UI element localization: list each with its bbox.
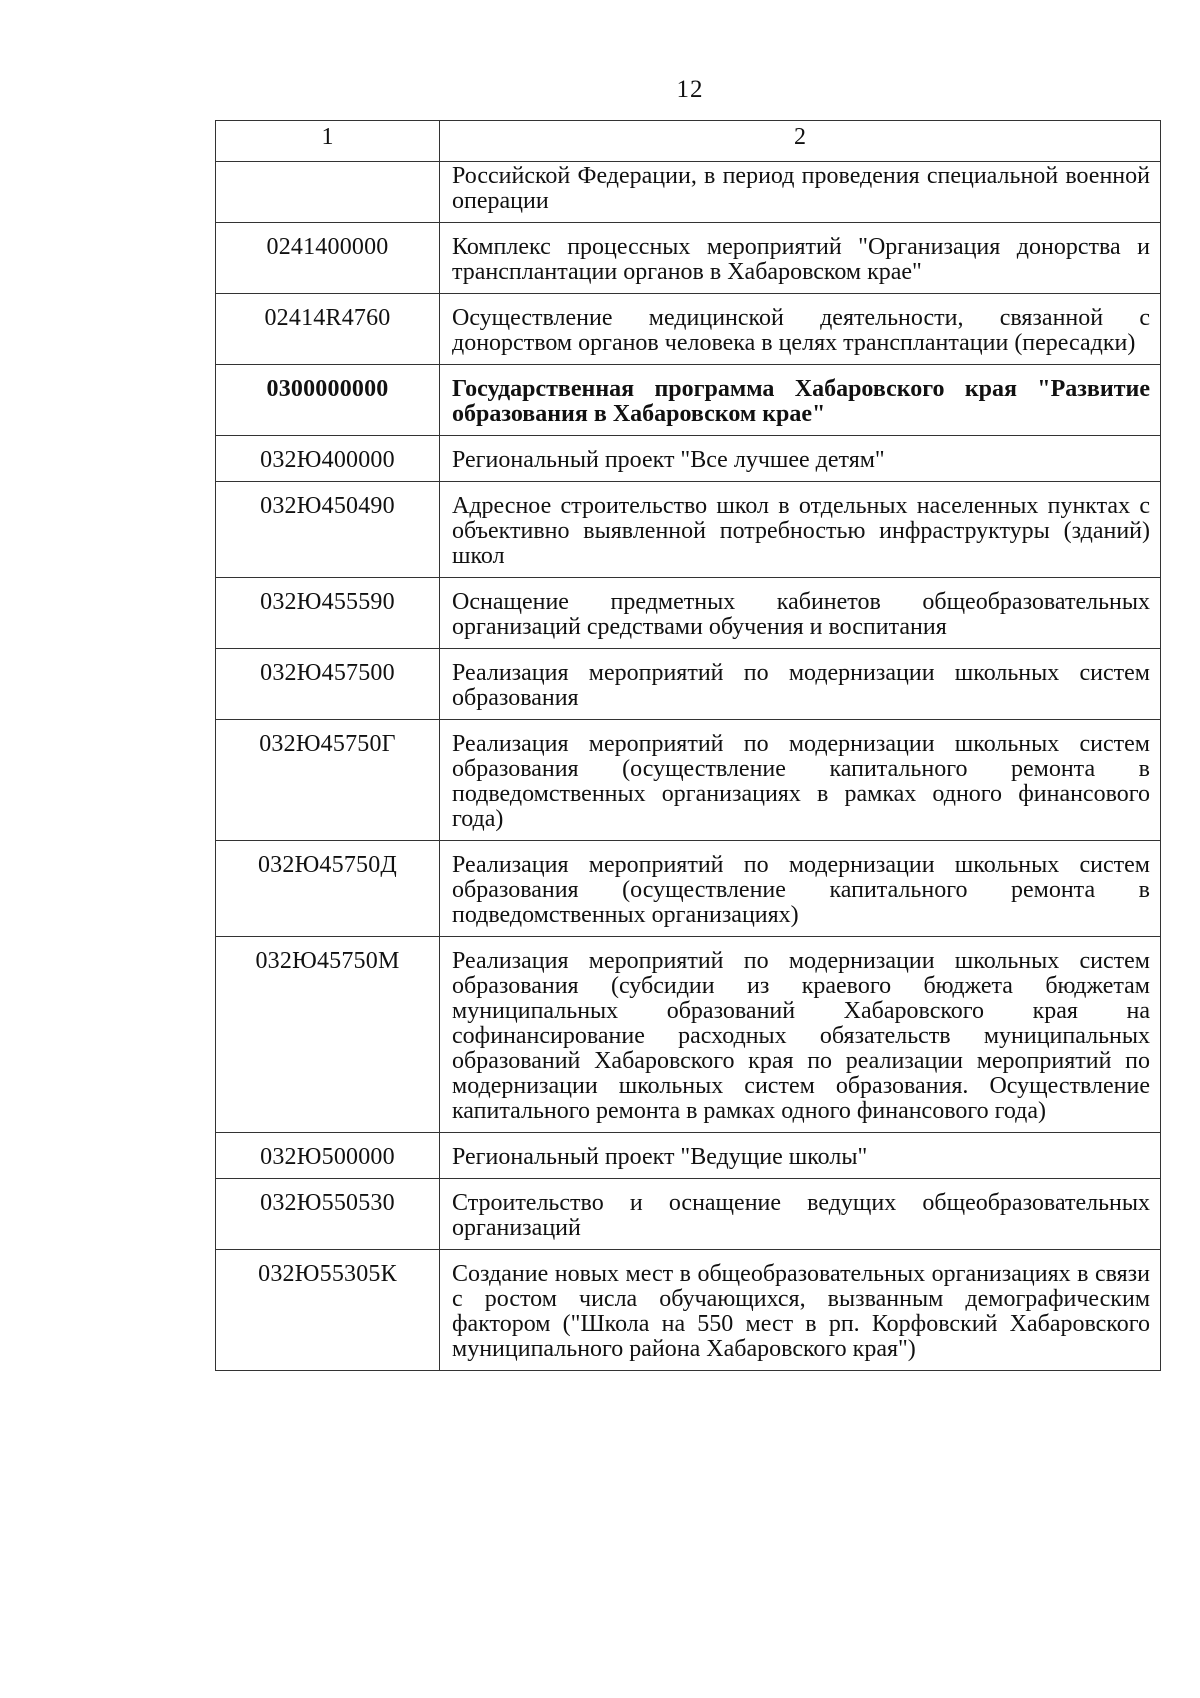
code-cell: 02414R4760 <box>216 294 440 365</box>
description-cell: Реализация мероприятий по модернизации школьных систем образования (субсидии из краевого бюджета бюджетам муниципальных образований Хабаровского края на софинансирование расходных обязательств муниципальных образований Хабаровского края по реализации мероприятий по модернизации школьных систем образования. Осуществление капитального ремонта в рамках одного финансового года) <box>440 937 1161 1133</box>
code-cell: 032Ю457500 <box>216 649 440 720</box>
code-cell: 032Ю45750Г <box>216 720 440 841</box>
code-cell: 0300000000 <box>216 365 440 436</box>
code-cell: 0241400000 <box>216 223 440 294</box>
description-cell: Адресное строительство школ в отдельных населенных пунктах с объективно выявленной потребностью инфраструктуры (зданий) школ <box>440 482 1161 578</box>
description-cell: Оснащение предметных кабинетов общеобразовательных организаций средствами обучения и воспитания <box>440 578 1161 649</box>
table-row <box>216 649 1161 720</box>
table-row-continuation <box>216 162 1161 223</box>
description-cell: Строительство и оснащение ведущих общеобразовательных организаций <box>440 1179 1161 1250</box>
description-cell: Региональный проект "Ведущие школы" <box>440 1133 1161 1179</box>
column-header-code: 1 <box>216 121 440 162</box>
code-cell: 032Ю45750Д <box>216 841 440 937</box>
table-row <box>216 937 1161 1133</box>
column-header-name: 2 <box>440 121 1161 162</box>
table-row <box>216 1133 1161 1179</box>
description-cell: Реализация мероприятий по модернизации школьных систем образования <box>440 649 1161 720</box>
description-cell: Создание новых мест в общеобразовательных организациях в связи с ростом числа обучающихся, вызванным демографическим фактором ("Школа на 550 мест в рп. Корфовский Хабаровского муниципального района Хабаровского края") <box>440 1250 1161 1371</box>
table-row <box>216 841 1161 937</box>
code-cell-empty <box>216 162 440 223</box>
description-cell: Комплекс процессных мероприятий "Организация донорства и трансплантации органов в Хабаровском крае" <box>440 223 1161 294</box>
table-row <box>216 1179 1161 1250</box>
description-cell: Государственная программа Хабаровского края "Развитие образования в Хабаровском крае" <box>440 365 1161 436</box>
code-cell: 032Ю550530 <box>216 1179 440 1250</box>
table-row <box>216 1250 1161 1371</box>
budget-classification-table <box>215 120 1161 1371</box>
code-cell: 032Ю500000 <box>216 1133 440 1179</box>
table-row <box>216 482 1161 578</box>
description-cell: Региональный проект "Все лучшее детям" <box>440 436 1161 482</box>
table-row <box>216 294 1161 365</box>
page-number: 12 <box>676 76 704 103</box>
table-row <box>216 720 1161 841</box>
code-cell: 032Ю45750М <box>216 937 440 1133</box>
description-cell: Реализация мероприятий по модернизации школьных систем образования (осуществление капитального ремонта в подведомственных организациях) <box>440 841 1161 937</box>
description-cell: Осуществление медицинской деятельности, связанной с донорством органов человека в целях трансплантации (пересадки) <box>440 294 1161 365</box>
table-row-program-heading <box>216 365 1161 436</box>
code-cell: 032Ю55305К <box>216 1250 440 1371</box>
code-cell: 032Ю450490 <box>216 482 440 578</box>
code-cell: 032Ю455590 <box>216 578 440 649</box>
table-row <box>216 223 1161 294</box>
description-cell: Российской Федерации, в период проведения специальной военной операции <box>440 162 1161 223</box>
table-row <box>216 578 1161 649</box>
description-cell: Реализация мероприятий по модернизации школьных систем образования (осуществление капитального ремонта в подведомственных организациях в рамках одного финансового года) <box>440 720 1161 841</box>
table-row <box>216 436 1161 482</box>
code-cell: 032Ю400000 <box>216 436 440 482</box>
table-header-row <box>216 121 1161 162</box>
